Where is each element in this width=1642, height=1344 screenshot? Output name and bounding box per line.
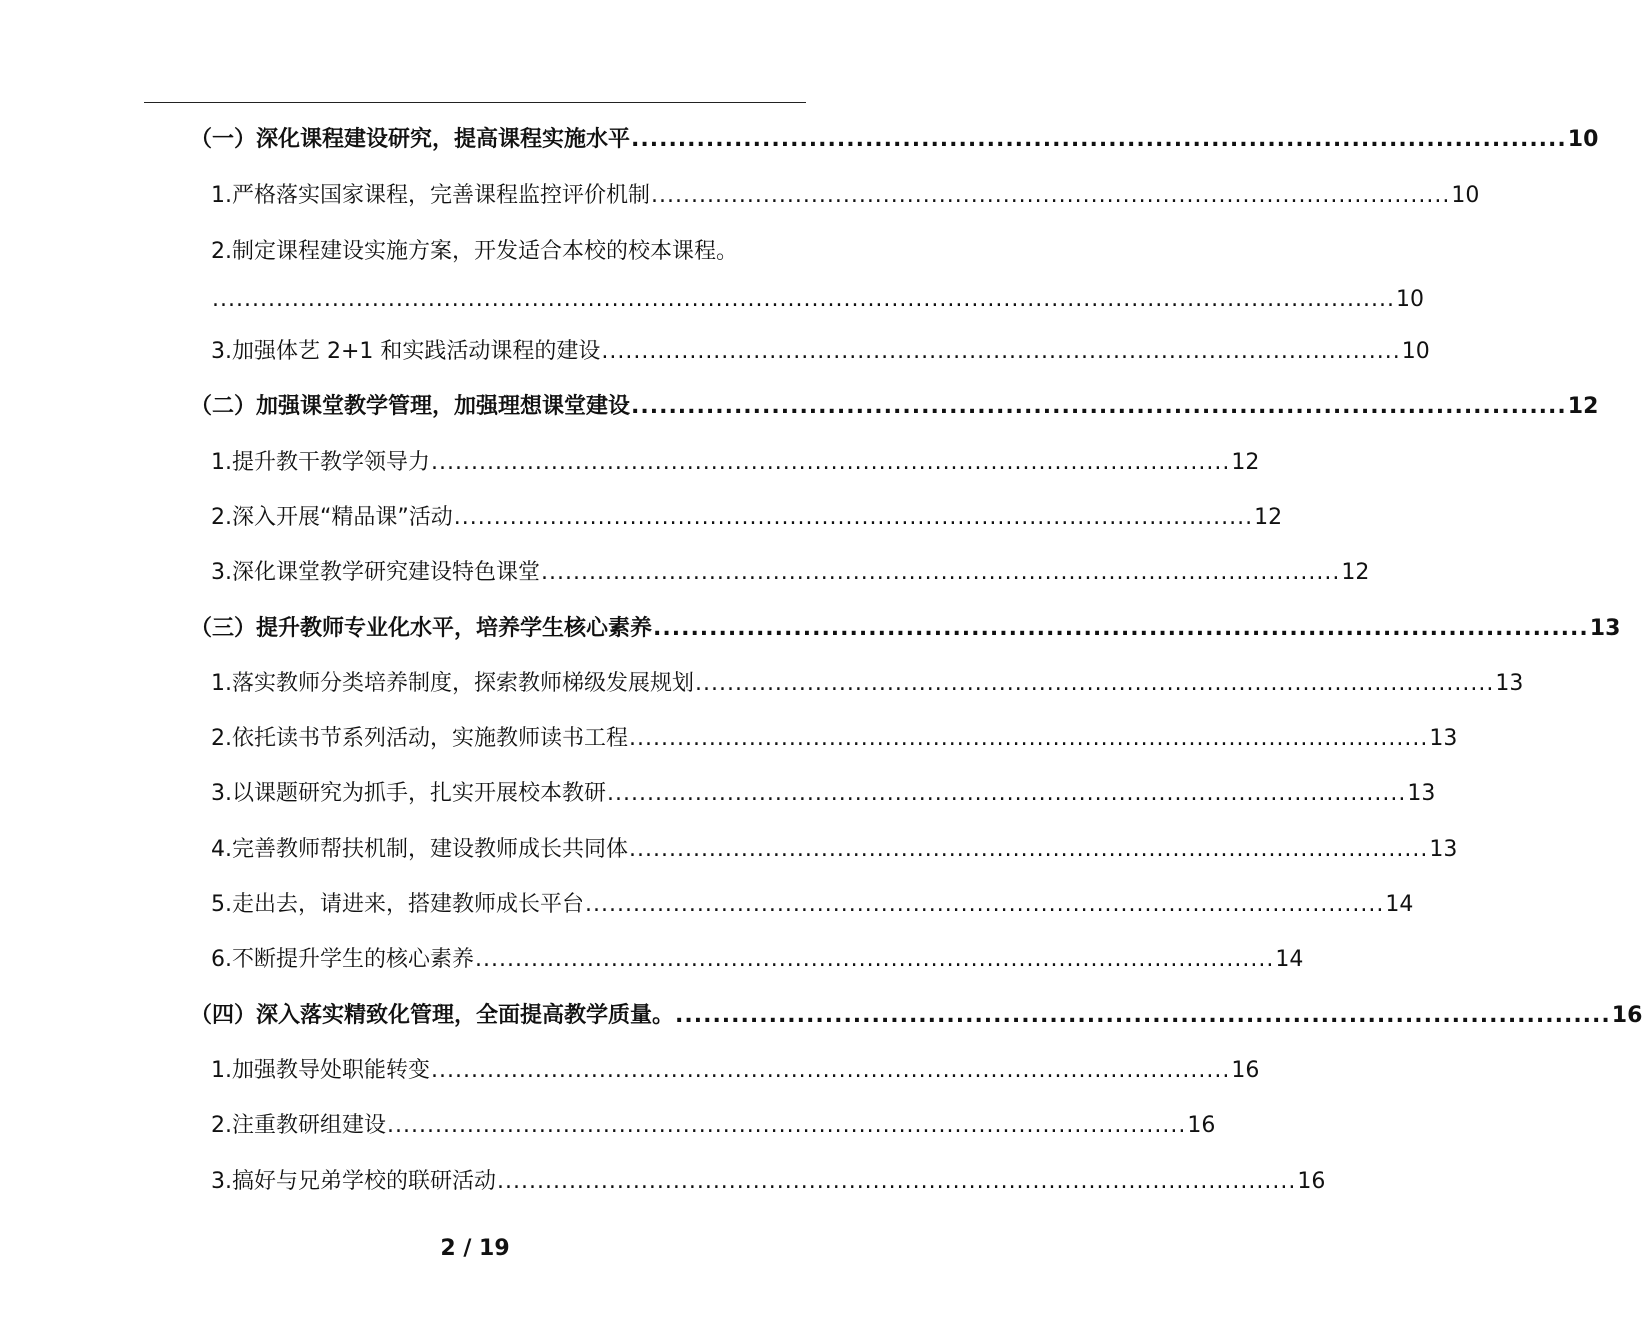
toc-item-entry[interactable]	[211, 668, 1524, 700]
toc-entry-title: 6.不断提升学生的核心素养	[211, 947, 474, 972]
toc-entry-title: 2.制定课程建设实施方案，开发适合本校的校本课程。	[211, 239, 738, 264]
toc-page-number: 13	[1407, 781, 1436, 806]
toc-dot-leader: ....................................................................................................	[453, 505, 1254, 530]
toc-page-number: 13	[1589, 616, 1621, 641]
toc-page-number: 10	[1396, 287, 1424, 312]
toc-dot-leader: ....................................................................................................	[629, 837, 1429, 862]
toc-section-entry[interactable]	[190, 1000, 1642, 1032]
toc-dot-leader: ....................................................................................................	[475, 947, 1275, 972]
toc-item-entry[interactable]	[211, 889, 1414, 921]
toc-entry-title: 3.加强体艺 2+1 和实践活动课程的建设	[211, 339, 601, 364]
toc-entry-title: 1.提升教干教学领导力	[211, 450, 430, 475]
toc-page-number: 10	[1401, 339, 1430, 364]
toc-entry-title: 2.依托读书节系列活动，实施教师读书工程	[211, 726, 628, 751]
toc-section-entry[interactable]	[190, 391, 1599, 423]
toc-dot-leader: ....................................................................................................................................................	[212, 287, 1395, 312]
page-number-footer: 2 / 19	[440, 1236, 510, 1261]
toc-dot-leader: ....................................................................................................	[387, 1113, 1187, 1138]
toc-entry-title: （四）深入落实精致化管理，全面提高教学质量。	[190, 1003, 675, 1028]
toc-entry-title: （三）提升教师专业化水平，培养学生核心素养	[190, 616, 653, 641]
toc-item-entry[interactable]	[211, 723, 1458, 755]
toc-dot-leader: ....................................................................................................	[695, 671, 1495, 696]
toc-item-entry[interactable]	[211, 447, 1260, 479]
toc-section-entry[interactable]	[190, 613, 1621, 645]
toc-dot-leader: ....................................................................................................	[651, 183, 1451, 208]
toc-item-entry[interactable]	[211, 1166, 1326, 1198]
toc-entry-title: （二）加强课堂教学管理，加强理想课堂建设	[190, 394, 631, 419]
toc-page-number: 16	[1297, 1169, 1326, 1194]
toc-dot-leader: ....................................................................................................	[653, 616, 1589, 641]
toc-page-number: 16	[1187, 1113, 1216, 1138]
header-rule	[144, 102, 806, 103]
toc-entry-title: （一）深化课程建设研究，提高课程实施水平	[190, 127, 631, 152]
toc-dot-leader: ....................................................................................................	[607, 781, 1407, 806]
toc-dot-leader: ....................................................................................................	[675, 1003, 1611, 1028]
toc-item-entry[interactable]	[211, 236, 806, 268]
toc-dot-leader: ....................................................................................................	[431, 450, 1231, 475]
toc-page-number: 10	[1567, 127, 1599, 152]
toc-page-number: 12	[1231, 450, 1260, 475]
toc-item-entry[interactable]	[211, 778, 1436, 810]
toc-entry-title: 3.搞好与兄弟学校的联研活动	[211, 1169, 496, 1194]
toc-page-number: 12	[1567, 394, 1599, 419]
toc-item-continuation[interactable]	[211, 284, 1424, 316]
toc-dot-leader: ....................................................................................................	[629, 726, 1429, 751]
toc-page-number: 14	[1385, 892, 1414, 917]
toc-page-number: 13	[1429, 726, 1458, 751]
toc-entry-title: 3.深化课堂教学研究建设特色课堂	[211, 560, 540, 585]
toc-dot-leader: ....................................................................................................	[601, 339, 1401, 364]
toc-item-entry[interactable]	[211, 180, 1480, 212]
toc-entry-title: 5.走出去，请进来，搭建教师成长平台	[211, 892, 584, 917]
toc-page-number: 16	[1611, 1003, 1642, 1028]
toc-dot-leader: ....................................................................................................	[541, 560, 1341, 585]
toc-page-number: 12	[1254, 505, 1283, 530]
toc-entry-title: 1.严格落实国家课程，完善课程监控评价机制	[211, 183, 650, 208]
toc-entry-title: 4.完善教师帮扶机制，建设教师成长共同体	[211, 837, 628, 862]
toc-entry-title: 2.深入开展“精品课”活动	[211, 505, 453, 530]
toc-dot-leader: ....................................................................................................	[585, 892, 1385, 917]
toc-item-entry[interactable]	[211, 557, 1370, 589]
toc-entry-title: 3.以课题研究为抓手，扎实开展校本教研	[211, 781, 606, 806]
toc-page-number: 12	[1341, 560, 1370, 585]
toc-entry-title: 1.加强教导处职能转变	[211, 1058, 430, 1083]
toc-page-number: 13	[1495, 671, 1524, 696]
toc-item-entry[interactable]	[211, 944, 1304, 976]
toc-page-number: 16	[1231, 1058, 1260, 1083]
toc-entry-title: 2.注重教研组建设	[211, 1113, 386, 1138]
toc-page-number: 13	[1429, 837, 1458, 862]
toc-dot-leader: ....................................................................................................	[497, 1169, 1297, 1194]
toc-dot-leader: ....................................................................................................	[631, 394, 1567, 419]
toc-page-number: 10	[1451, 183, 1480, 208]
toc-item-entry[interactable]	[211, 336, 1430, 368]
toc-dot-leader: ....................................................................................................	[431, 1058, 1231, 1083]
toc-item-entry[interactable]	[211, 834, 1458, 866]
toc-page-number: 14	[1275, 947, 1304, 972]
toc-dot-leader: ....................................................................................................	[631, 127, 1567, 152]
toc-item-entry[interactable]	[211, 1110, 1216, 1142]
toc-item-entry[interactable]	[211, 1055, 1260, 1087]
toc-entry-title: 1.落实教师分类培养制度，探索教师梯级发展规划	[211, 671, 694, 696]
toc-item-entry[interactable]	[211, 502, 1283, 534]
toc-section-entry[interactable]	[190, 124, 1599, 156]
